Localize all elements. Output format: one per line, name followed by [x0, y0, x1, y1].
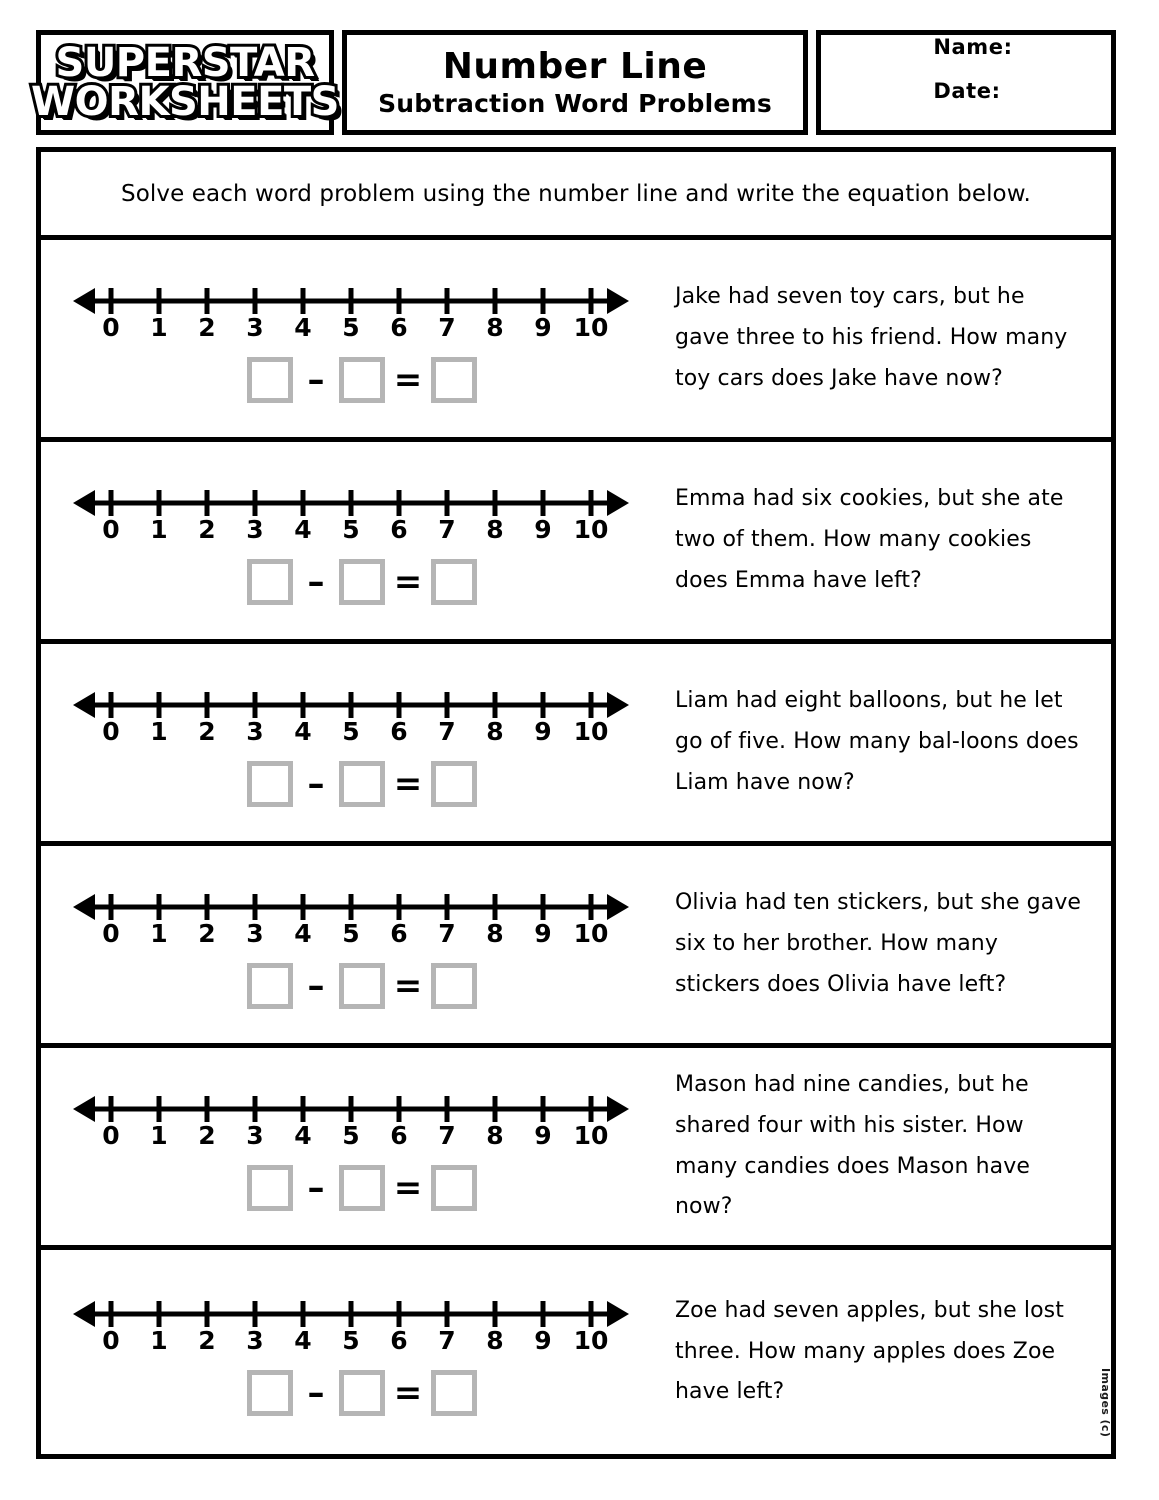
problem-text-cell — [661, 240, 1111, 437]
number-line-tick-label: 5 — [342, 716, 360, 745]
equals-sign: = — [393, 1167, 423, 1208]
number-line-tick-label: 6 — [390, 312, 408, 341]
problem-text-cell — [661, 846, 1111, 1043]
number-line-tick-label: 0 — [102, 1326, 120, 1354]
image-credit: Images (c) — [1099, 1368, 1112, 1438]
number-line-tick-label: 3 — [246, 1326, 264, 1354]
number-line-cell — [41, 644, 661, 841]
logo-line-2: WORKSHEETS — [31, 78, 339, 125]
number-line-tick-label: 0 — [102, 514, 120, 543]
number-line-right-arrow — [607, 894, 629, 920]
equation-answer-box[interactable] — [431, 1165, 477, 1211]
minus-sign: – — [307, 763, 325, 804]
number-line-tick-label: 7 — [438, 1120, 456, 1149]
equation-row — [247, 963, 477, 1009]
problem-rows-host — [41, 240, 1111, 1454]
number-line-tick-label: 8 — [486, 312, 504, 341]
equation-row — [247, 357, 477, 403]
number-line-tick-label: 0 — [102, 312, 120, 341]
number-line-tick-label: 6 — [390, 514, 408, 543]
number-line-tick-label: 5 — [342, 514, 360, 543]
number-line-tick-label: 9 — [534, 716, 552, 745]
number-line-tick-label: 5 — [342, 312, 360, 341]
number-line-cell — [41, 1048, 661, 1245]
number-line-tick-label: 0 — [102, 918, 120, 947]
page-title: Number Line — [442, 45, 708, 87]
number-line-tick-label: 10 — [573, 1326, 609, 1354]
number-line-tick-label: 5 — [342, 1326, 360, 1354]
number-line-tick-label: 2 — [198, 514, 216, 543]
equation-minuend-box[interactable] — [247, 559, 293, 605]
number-line-tick-label: 3 — [246, 1120, 264, 1149]
number-line-tick-label: 6 — [390, 716, 408, 745]
number-line-tick-label: 8 — [486, 1326, 504, 1354]
number-line-tick-label: 10 — [573, 1120, 609, 1149]
worksheet-header — [31, 30, 1116, 135]
equation-subtrahend-box[interactable] — [339, 761, 385, 807]
number-line-tick-label: 7 — [438, 918, 456, 947]
number-line-tick-label: 4 — [294, 716, 312, 745]
number-line — [71, 481, 631, 543]
number-line-tick-label: 1 — [150, 918, 168, 947]
logo-text-block — [31, 39, 339, 125]
problem-row — [41, 1250, 1111, 1454]
equation-answer-box[interactable] — [431, 761, 477, 807]
equals-sign: = — [393, 763, 423, 804]
number-line-left-arrow — [73, 490, 95, 516]
equation-row — [247, 761, 477, 807]
equation-answer-box[interactable] — [431, 559, 477, 605]
number-line-right-arrow — [607, 490, 629, 516]
number-line-tick-label: 6 — [390, 1120, 408, 1149]
number-line-tick-label: 4 — [294, 1326, 312, 1354]
equation-minuend-box[interactable] — [247, 1370, 293, 1416]
number-line-tick-label: 4 — [294, 312, 312, 341]
problem-row — [41, 240, 1111, 442]
problem-row — [41, 644, 1111, 846]
number-line — [71, 1087, 631, 1149]
number-line-right-arrow — [607, 288, 629, 314]
number-line-tick-label: 5 — [342, 918, 360, 947]
number-line-tick-label: 1 — [150, 312, 168, 341]
number-line-tick-label: 2 — [198, 1326, 216, 1354]
number-line-left-arrow — [73, 288, 95, 314]
equation-minuend-box[interactable] — [247, 1165, 293, 1211]
equals-sign: = — [393, 561, 423, 602]
problem-text: Liam had eight balloons, but he let go of five. How many bal-loons does Liam have now? — [675, 688, 1079, 795]
number-line-tick-label: 2 — [198, 918, 216, 947]
problem-text: Mason had nine candies, but he shared four with his sister. How many candies does Mason have now? — [675, 1071, 1030, 1220]
number-line-tick-label: 10 — [573, 312, 609, 341]
number-line — [71, 1292, 631, 1354]
equals-sign: = — [393, 359, 423, 400]
brand-logo — [31, 30, 339, 135]
worksheet-body — [36, 147, 1116, 1459]
number-line — [71, 279, 631, 341]
number-line-tick-label: 7 — [438, 514, 456, 543]
problem-text-cell — [661, 1250, 1111, 1454]
minus-sign: – — [307, 1373, 325, 1413]
number-line-tick-label: 7 — [438, 312, 456, 341]
number-line-left-arrow — [73, 1096, 95, 1122]
minus-sign: – — [307, 1167, 325, 1208]
problem-text-cell — [661, 1048, 1111, 1245]
worksheet-title-box — [342, 30, 808, 135]
problem-row — [41, 1048, 1111, 1250]
number-line-tick-label: 9 — [534, 1120, 552, 1149]
minus-sign: – — [307, 965, 325, 1006]
number-line-tick-label: 5 — [342, 1120, 360, 1149]
page-subtitle: Subtraction Word Problems — [378, 88, 772, 118]
equation-minuend-box[interactable] — [247, 963, 293, 1009]
equation-answer-box[interactable] — [431, 963, 477, 1009]
number-line-tick-label: 4 — [294, 514, 312, 543]
equation-subtrahend-box[interactable] — [339, 963, 385, 1009]
number-line-tick-label: 4 — [294, 1120, 312, 1149]
number-line-tick-label: 9 — [534, 1326, 552, 1354]
number-line-tick-label: 8 — [486, 1120, 504, 1149]
number-line-tick-label: 7 — [438, 1326, 456, 1354]
problem-text-cell — [661, 442, 1111, 639]
number-line-cell — [41, 240, 661, 437]
minus-sign: – — [307, 561, 325, 602]
instructions-text: Solve each word problem using the number line and write the equation below. — [121, 180, 1031, 207]
number-line — [71, 683, 631, 745]
problem-text-cell — [661, 644, 1111, 841]
problem-text: Zoe had seven apples, but she lost three. How many apples does Zoe have left? — [675, 1297, 1064, 1405]
minus-sign: – — [307, 359, 325, 400]
number-line-tick-label: 0 — [102, 1120, 120, 1149]
equation-row — [247, 1370, 477, 1416]
number-line-tick-label: 3 — [246, 312, 264, 341]
equation-subtrahend-box[interactable] — [339, 1165, 385, 1211]
number-line-tick-label: 0 — [102, 716, 120, 745]
number-line-tick-label: 1 — [150, 1120, 168, 1149]
number-line-tick-label: 8 — [486, 716, 504, 745]
number-line-tick-label: 10 — [573, 514, 609, 543]
number-line-tick-label: 10 — [573, 918, 609, 947]
instructions-row — [41, 152, 1111, 240]
problem-text: Olivia had ten stickers, but she gave six to her brother. How many stickers does Olivia have left? — [675, 890, 1082, 997]
equation-answer-box[interactable] — [431, 1370, 477, 1416]
number-line-tick-label: 1 — [150, 716, 168, 745]
number-line-tick-label: 9 — [534, 918, 552, 947]
equation-subtrahend-box[interactable] — [339, 559, 385, 605]
logo-line-1: SUPERSTAR — [55, 39, 315, 86]
number-line-left-arrow — [73, 1301, 95, 1327]
number-line-tick-label: 6 — [390, 918, 408, 947]
number-line-cell — [41, 442, 661, 639]
equation-row — [247, 559, 477, 605]
problem-row — [41, 442, 1111, 644]
number-line-left-arrow — [73, 894, 95, 920]
number-line-tick-label: 6 — [390, 1326, 408, 1354]
number-line-tick-label: 1 — [150, 1326, 168, 1354]
equation-minuend-box[interactable] — [247, 357, 293, 403]
number-line-tick-label: 4 — [294, 918, 312, 947]
date-field-label: Date: — [933, 79, 1001, 103]
problem-row — [41, 846, 1111, 1048]
problem-text: Jake had seven toy cars, but he gave three to his friend. How many toy cars does Jake have now? — [675, 284, 1068, 391]
number-line-tick-label: 9 — [534, 514, 552, 543]
number-line-cell — [41, 1250, 661, 1454]
number-line-right-arrow — [607, 1096, 629, 1122]
number-line-tick-label: 3 — [246, 918, 264, 947]
equation-row — [247, 1165, 477, 1211]
number-line-tick-label: 10 — [573, 716, 609, 745]
number-line-tick-label: 8 — [486, 514, 504, 543]
name-date-box — [816, 30, 1116, 135]
number-line-right-arrow — [607, 1301, 629, 1327]
number-line-tick-label: 2 — [198, 716, 216, 745]
equals-sign: = — [393, 965, 423, 1006]
equation-subtrahend-box[interactable] — [339, 357, 385, 403]
problem-text: Emma had six cookies, but she ate two of them. How many cookies does Emma have left? — [675, 486, 1064, 593]
equation-minuend-box[interactable] — [247, 761, 293, 807]
equals-sign: = — [393, 1373, 423, 1413]
number-line-cell — [41, 846, 661, 1043]
number-line-tick-label: 9 — [534, 312, 552, 341]
number-line — [71, 885, 631, 947]
number-line-right-arrow — [607, 692, 629, 718]
number-line-tick-label: 3 — [246, 514, 264, 543]
number-line-left-arrow — [73, 692, 95, 718]
number-line-tick-label: 2 — [198, 312, 216, 341]
number-line-tick-label: 3 — [246, 716, 264, 745]
number-line-tick-label: 1 — [150, 514, 168, 543]
equation-answer-box[interactable] — [431, 357, 477, 403]
number-line-tick-label: 7 — [438, 716, 456, 745]
number-line-tick-label: 2 — [198, 1120, 216, 1149]
name-field-label: Name: — [933, 35, 1013, 59]
number-line-tick-label: 8 — [486, 918, 504, 947]
equation-subtrahend-box[interactable] — [339, 1370, 385, 1416]
